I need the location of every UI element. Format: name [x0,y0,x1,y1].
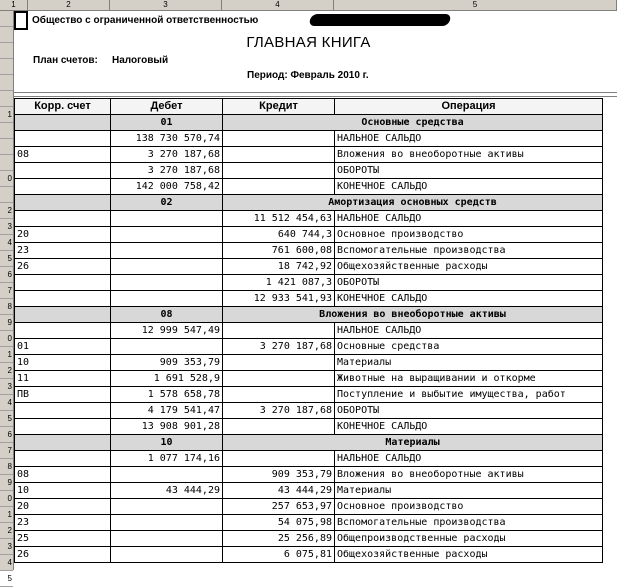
operation-cell[interactable]: КОНЕЧНОЕ САЛЬДО [335,179,603,195]
ledger-table [14,98,603,563]
row-header[interactable] [0,123,13,139]
operation-cell[interactable]: Вспомогательные производства [335,243,603,259]
corr-cell[interactable]: 11 [15,371,111,387]
section-spacer[interactable] [15,435,111,451]
page-title: ГЛАВНАЯ КНИГА [246,34,371,51]
credit-cell[interactable]: 257 653,97 [223,499,335,515]
operation-cell[interactable]: Материалы [335,355,603,371]
row-header[interactable]: 3 [0,379,13,395]
section-spacer[interactable] [15,115,111,131]
row-header[interactable]: 7 [0,283,13,299]
row-header[interactable] [0,187,13,203]
row-header[interactable] [0,91,13,107]
table-row [15,275,603,291]
row-header[interactable]: 0 [0,491,13,507]
row-header[interactable] [0,75,13,91]
debit-cell[interactable]: 909 353,79 [111,355,223,371]
debit-cell[interactable] [111,531,223,547]
row-header[interactable]: 4 [0,235,13,251]
debit-cell[interactable] [111,339,223,355]
operation-cell[interactable]: Вложения во внеоборотные активы [335,147,603,163]
table-row [15,515,603,531]
credit-cell[interactable]: 18 742,92 [223,259,335,275]
credit-cell[interactable] [223,147,335,163]
row-header[interactable]: 5 [0,571,13,587]
corr-cell[interactable]: 10 [15,483,111,499]
row-header[interactable]: 8 [0,299,13,315]
row-header[interactable]: 7 [0,443,13,459]
plan-label: План счетов: [33,55,98,66]
credit-cell[interactable] [223,131,335,147]
credit-cell[interactable] [223,451,335,467]
operation-cell[interactable]: Основное производство [335,227,603,243]
table-row [15,483,603,499]
credit-cell[interactable]: 25 256,89 [223,531,335,547]
corr-cell[interactable] [15,275,111,291]
corr-cell[interactable]: 23 [15,515,111,531]
corr-cell[interactable] [15,323,111,339]
credit-cell[interactable]: 3 270 187,68 [223,339,335,355]
corr-cell[interactable]: 10 [15,355,111,371]
operation-cell[interactable]: Общепроизводственные расходы [335,531,603,547]
table-row [15,323,603,339]
debit-cell[interactable]: 3 270 187,68 [111,147,223,163]
corr-cell[interactable] [15,419,111,435]
operation-cell[interactable]: ОБОРОТЫ [335,163,603,179]
credit-cell[interactable] [223,163,335,179]
redaction-mark [308,14,451,26]
corr-cell[interactable] [15,291,111,307]
debit-cell[interactable] [111,259,223,275]
row-header[interactable] [0,59,13,75]
operation-cell[interactable]: КОНЕЧНОЕ САЛЬДО [335,419,603,435]
column-header[interactable]: 1 [0,0,28,10]
column-header[interactable]: 4 [222,0,334,10]
section-spacer[interactable] [15,307,111,323]
debit-cell[interactable] [111,291,223,307]
column-header-bar [0,0,617,11]
table-row [15,499,603,515]
operation-cell[interactable]: Основные средства [335,339,603,355]
row-header[interactable]: 0 [0,171,13,187]
debit-cell[interactable]: 4 179 541,47 [111,403,223,419]
debit-cell[interactable] [111,275,223,291]
column-header[interactable]: 2 [28,0,110,10]
operation-cell[interactable]: Вспомогательные производства [335,515,603,531]
table-row [15,531,603,547]
section-row [15,307,603,323]
credit-cell[interactable] [223,419,335,435]
table-row [15,163,603,179]
debit-cell[interactable] [111,211,223,227]
operation-cell[interactable]: Основное производство [335,499,603,515]
credit-cell[interactable] [223,323,335,339]
operation-cell[interactable]: ОБОРОТЫ [335,403,603,419]
active-cell[interactable] [14,11,28,30]
debit-cell[interactable]: 142 000 758,42 [111,179,223,195]
operation-cell[interactable]: Общехозяйственные расходы [335,259,603,275]
corr-cell[interactable] [15,403,111,419]
corr-cell[interactable]: 26 [15,259,111,275]
table-row [15,419,603,435]
table-row [15,131,603,147]
debit-cell[interactable]: 1 077 174,16 [111,451,223,467]
corr-cell[interactable] [15,451,111,467]
row-header[interactable]: 3 [0,219,13,235]
debit-cell[interactable]: 1 691 528,9 [111,371,223,387]
row-header[interactable]: 1 [0,107,13,123]
debit-cell[interactable]: 43 444,29 [111,483,223,499]
corr-cell[interactable]: 23 [15,243,111,259]
operation-cell[interactable]: НАЛЬНОЕ САЛЬДО [335,323,603,339]
debit-cell[interactable]: 13 908 901,28 [111,419,223,435]
frozen-pane-divider [14,92,617,97]
row-header[interactable]: 5 [0,251,13,267]
section-spacer[interactable] [15,195,111,211]
section-account[interactable]: 01 [111,115,223,131]
operation-cell[interactable]: Материалы [335,483,603,499]
table-header-row [15,99,603,115]
table-row [15,371,603,387]
corr-cell[interactable] [15,211,111,227]
table-row [15,147,603,163]
credit-cell[interactable]: 12 933 541,93 [223,291,335,307]
header-corr[interactable]: Корр. счет [15,99,111,115]
debit-cell[interactable] [111,499,223,515]
row-header-bar [0,11,14,583]
row-header[interactable]: 1 [0,347,13,363]
credit-cell[interactable] [223,371,335,387]
table-row [15,291,603,307]
section-row [15,435,603,451]
column-header[interactable]: 3 [110,0,222,10]
row-header[interactable]: 2 [0,203,13,219]
row-header[interactable]: 4 [0,395,13,411]
debit-cell[interactable] [111,547,223,563]
operation-cell[interactable]: НАЛЬНОЕ САЛЬДО [335,131,603,147]
section-account[interactable]: 02 [111,195,223,211]
operation-cell[interactable]: КОНЕЧНОЕ САЛЬДО [335,291,603,307]
header-debit[interactable]: Дебет [111,99,223,115]
debit-cell[interactable] [111,243,223,259]
plan-value: Налоговый [112,55,169,66]
credit-cell[interactable]: 909 353,79 [223,467,335,483]
corr-cell[interactable] [15,163,111,179]
section-name[interactable]: Основные средства [223,115,603,131]
credit-cell[interactable]: 761 600,08 [223,243,335,259]
corr-cell[interactable]: 20 [15,499,111,515]
row-header[interactable] [0,155,13,171]
row-header[interactable]: 2 [0,363,13,379]
section-row [15,115,603,131]
operation-cell[interactable]: НАЛЬНОЕ САЛЬДО [335,451,603,467]
row-header[interactable]: 2 [0,523,13,539]
corr-cell[interactable]: 20 [15,227,111,243]
period-label: Период: Февраль 2010 г. [247,70,369,81]
section-account[interactable]: 08 [111,307,223,323]
row-header[interactable]: 4 [0,555,13,571]
corr-cell[interactable] [15,179,111,195]
row-header[interactable]: 6 [0,427,13,443]
credit-cell[interactable] [223,355,335,371]
corr-cell[interactable]: 08 [15,147,111,163]
section-name[interactable]: Вложения во внеоборотные активы [223,307,603,323]
credit-cell[interactable] [223,387,335,403]
row-header[interactable]: 3 [0,539,13,555]
debit-cell[interactable]: 1 578 658,78 [111,387,223,403]
debit-cell[interactable]: 12 999 547,49 [111,323,223,339]
section-name[interactable]: Амортизация основных средств [223,195,603,211]
row-header[interactable]: 5 [0,411,13,427]
section-account[interactable]: 10 [111,435,223,451]
row-header[interactable]: 6 [0,267,13,283]
column-header[interactable]: 5 [334,0,617,10]
organization-name: Общество с ограниченной ответственностью [32,15,259,26]
corr-cell[interactable] [15,131,111,147]
operation-cell[interactable]: Общехозяйственные расходы [335,547,603,563]
debit-cell[interactable] [111,227,223,243]
operation-cell[interactable]: Поступление и выбытие имущества, работ [335,387,603,403]
table-row [15,243,603,259]
corr-cell[interactable]: 08 [15,467,111,483]
debit-cell[interactable]: 3 270 187,68 [111,163,223,179]
credit-cell[interactable]: 6 075,81 [223,547,335,563]
table-row [15,259,603,275]
credit-cell[interactable]: 11 512 454,63 [223,211,335,227]
operation-cell[interactable]: Животные на выращивании и откорме [335,371,603,387]
row-header[interactable] [0,139,13,155]
table-row [15,547,603,563]
row-header[interactable]: 8 [0,459,13,475]
corr-cell[interactable]: 01 [15,339,111,355]
operation-cell[interactable]: ОБОРОТЫ [335,275,603,291]
header-operation[interactable]: Операция [335,99,603,115]
operation-cell[interactable]: НАЛЬНОЕ САЛЬДО [335,211,603,227]
row-header[interactable]: 9 [0,475,13,491]
table-row [15,451,603,467]
header-credit[interactable]: Кредит [223,99,335,115]
table-row [15,467,603,483]
debit-cell[interactable] [111,467,223,483]
credit-cell[interactable]: 640 744,3 [223,227,335,243]
credit-cell[interactable]: 43 444,29 [223,483,335,499]
credit-cell[interactable]: 3 270 187,68 [223,403,335,419]
corr-cell[interactable]: 25 [15,531,111,547]
debit-cell[interactable] [111,515,223,531]
table-row [15,403,603,419]
section-name[interactable]: Материалы [223,435,603,451]
table-row [15,339,603,355]
corr-cell[interactable]: 26 [15,547,111,563]
credit-cell[interactable]: 54 075,98 [223,515,335,531]
debit-cell[interactable]: 138 730 570,74 [111,131,223,147]
row-header[interactable]: 9 [0,315,13,331]
operation-cell[interactable]: Вложения во внеоборотные активы [335,467,603,483]
table-row [15,179,603,195]
row-header[interactable] [0,11,13,27]
section-row [15,195,603,211]
row-header[interactable]: 0 [0,331,13,347]
corr-cell[interactable]: ПВ [15,387,111,403]
table-row [15,227,603,243]
credit-cell[interactable] [223,179,335,195]
table-row [15,211,603,227]
table-row [15,355,603,371]
row-header[interactable]: 1 [0,507,13,523]
table-row [15,387,603,403]
credit-cell[interactable]: 1 421 087,3 [223,275,335,291]
